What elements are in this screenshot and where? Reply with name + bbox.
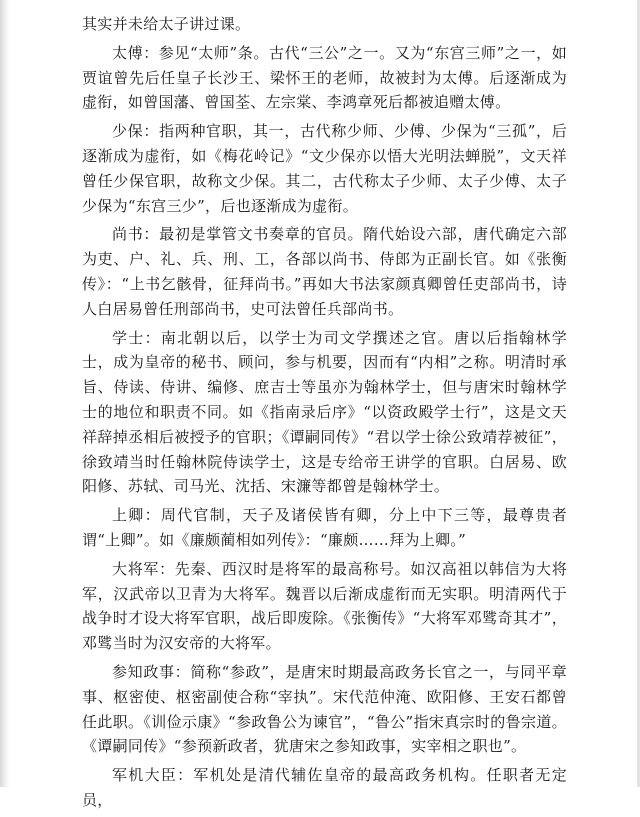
paragraph-taifu: 太傅：参见“太师”条。古代“三公”之一。又为“东宫三师”之一，如贾谊曾先后任皇子长沙王、梁怀王的老师，故被封为太傅。后逐渐成为虚衔，如曾国藩、曾国荃、左宗棠、李鸿章死后都被追赠太傅。 — [82, 43, 567, 112]
paragraph-shaobao: 少保：指两种官职，其一，古代称少师、少傅、少保为“三孤”，后逐渐成为虚衔，如《梅花岭记》“文少保亦以悟大光明法蝉脱”，文天祥曾任少保官职，故称文少保。其二，古代称太子少师、太子少傅、太子少保为“东宫三少”，后也逐渐成为虚衔。 — [82, 122, 567, 215]
paragraph-shangshu: 尚书：最初是掌管文书奏章的官员。隋代始设六部，唐代确定六部为吏、户、礼、兵、刑、工，各部以尚书、侍郎为正副长官。如《张衡传》：“上书乞骸骨，征拜尚书。”再如大书法家颜真卿曾任吏部尚书，诗人白居易曾任刑部尚书，史可法曾任兵部尚书。 — [82, 225, 567, 318]
paragraph-dajiangjun: 大将军：先秦、西汉时是将军的最高称号。如汉高祖以韩信为大将军，汉武帝以卫青为大将军。魏晋以后渐成虚衔而无实职。明清两代于战争时才设大将军官职，战后即废除。《张衡传》“大将军邓骘奇其才”，邓骘当时为汉安帝的大将军。 — [82, 559, 567, 653]
paragraph-junjidachen: 军机大臣：军机处是清代辅佐皇帝的最高政务机构。任职者无定员， — [82, 766, 567, 809]
document-page — [82, 12, 567, 817]
paragraph-canzhizhengshi: 参知政事：简称“参政”，是唐宋时期最高政务长官之一，与同平章事、枢密使、枢密副使合称“宰执”。宋代范仲淹、欧阳修、王安石都曾任此职。《训俭示康》“参政鲁公为谏官”，“鲁公”指宋真宗时的鲁宗道。《谭嗣同传》“参预新政者，犹唐宋之参知政事，实宰相之职也”。 — [82, 662, 567, 756]
paragraph-shangqing: 上卿：周代官制，天子及诸侯皆有卿，分上中下三等，最尊贵者谓“上卿”。如《廉颇蔺相如列传》：“廉颇……拜为上卿。” — [82, 506, 567, 549]
paragraph-continuation: 其实并未给太子讲过课。 — [82, 15, 251, 33]
paragraph-xueshi: 学士：南北朝以后，以学士为司文学撰述之官。唐以后指翰林学士，成为皇帝的秘书、顾问，参与机要，因而有“内相”之称。明清时承旨、侍读、侍讲、编修、庶吉士等虽亦为翰林学士，但与唐宋时翰林学士的地位和职责不同。如《指南录后序》“以资政殿学士行”，这是文天祥辞掉丞相后被授予的官职；《谭嗣同传》“君以学士徐公致靖荐被征”，徐致靖当时任翰林院侍读学士，这是专给帝王讲学的官职。白居易、欧阳修、苏轼、司马光、沈括、宋濂等都曾是翰林学士。 — [82, 328, 567, 496]
page-edge-shadow — [0, 0, 10, 787]
